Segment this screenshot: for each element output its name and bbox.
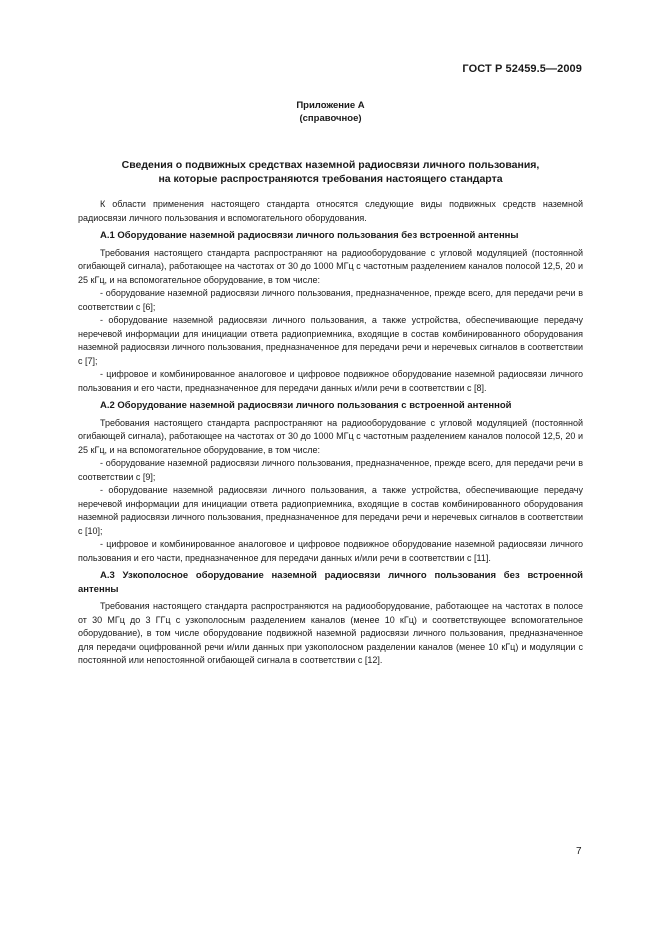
intro-paragraph: К области применения настоящего стандарта относятся следующие виды подвижных средств наземной радиосвязи личного пользования и вспомогательного оборудования.	[78, 199, 583, 223]
list-item: - оборудование наземной радиосвязи личного пользования, а также устройства, обеспечивающие передачу неречевой информации для инициации ответа радиоприемника, входящие в состав комбинированного оборудования наземной радиосвязи личного пользования, предназначенное для передачи речи и неречевых сигналов в соответствии с [7];	[78, 315, 583, 366]
list-item: - оборудование наземной радиосвязи личного пользования, а также устройства, обеспечивающие передачу неречевой информации для инициации ответа радиоприемника, входящие в состав комбинированного оборудования наземной радиосвязи личного пользования, предназначенное для передачи речи и неречевых сигналов в соответствии с [10];	[78, 485, 583, 536]
section-heading-a2: А.2 Оборудование наземной радиосвязи личного пользования с встроенной антенной	[100, 400, 512, 411]
page-number: 7	[576, 846, 582, 857]
title-line-1: Сведения о подвижных средствах наземной радиосвязи личного пользования,	[121, 159, 540, 171]
paragraph: Требования настоящего стандарта распространяют на радиооборудование с угловой модуляцией (постоянной огибающей сигнала), работающее на частотах от 30 до 1000 МГц с частотным разделением каналов полосой 12,5, 20 и 25 кГц, и на вспомогательное оборудование, в том числе:	[78, 417, 583, 455]
appendix-label: Приложение А	[296, 100, 365, 111]
list-item: - оборудование наземной радиосвязи личного пользования, предназначенное, прежде всего, для передачи речи в соответствии с [9];	[78, 458, 583, 482]
document-body	[78, 198, 583, 668]
paragraph: Требования настоящего стандарта распространяются на радиооборудование, работающее на частотах в полосе от 30 МГц до 3 ГГц с узкополосным разделением каналов (менее 10 кГц) и соответствующее вспомогательное оборудование), в том числе оборудование подвижной наземной радиосвязи личного пользования, предназначенное для передачи оцифрованной речи и/или данных при узкополосном разделении каналов (менее 10 кГц) и модуляции с постоянной или непостоянной огибающей сигнала в соответствии с [12].	[78, 601, 583, 665]
section-heading-a1: А.1 Оборудование наземной радиосвязи личного пользования без встроенной антенны	[100, 230, 519, 241]
appendix-header	[0, 99, 661, 125]
list-item: - цифровое и комбинированное аналоговое и цифровое подвижное оборудование наземной радиосвязи личного пользования и его части, предназначенное для передачи данных и/или речи в соответствии с [8].	[78, 369, 583, 393]
document-code: ГОСТ Р 52459.5—2009	[462, 63, 582, 75]
section-heading-a3: А.3 Узкополосное оборудование наземной радиосвязи личного пользования без встроенной антенны	[78, 570, 583, 595]
appendix-type: (справочное)	[299, 113, 362, 124]
paragraph: Требования настоящего стандарта распространяют на радиооборудование с угловой модуляцией (постоянной огибающей сигнала), работающее на частотах от 30 до 1000 МГц с частотным разделением каналов полосой 12,5, 20 и 25 кГц, и на вспомогательное оборудование, в том числе:	[78, 247, 583, 285]
page-title	[0, 158, 661, 186]
list-item: - цифровое и комбинированное аналоговое и цифровое подвижное оборудование наземной радиосвязи личного пользования и его части, предназначенное для передачи данных и/или речи в соответствии с [11].	[78, 539, 583, 563]
title-line-2: на которые распространяются требования настоящего стандарта	[158, 173, 503, 185]
list-item: - оборудование наземной радиосвязи личного пользования, предназначенное, прежде всего, для передачи речи в соответствии с [6];	[78, 288, 583, 312]
